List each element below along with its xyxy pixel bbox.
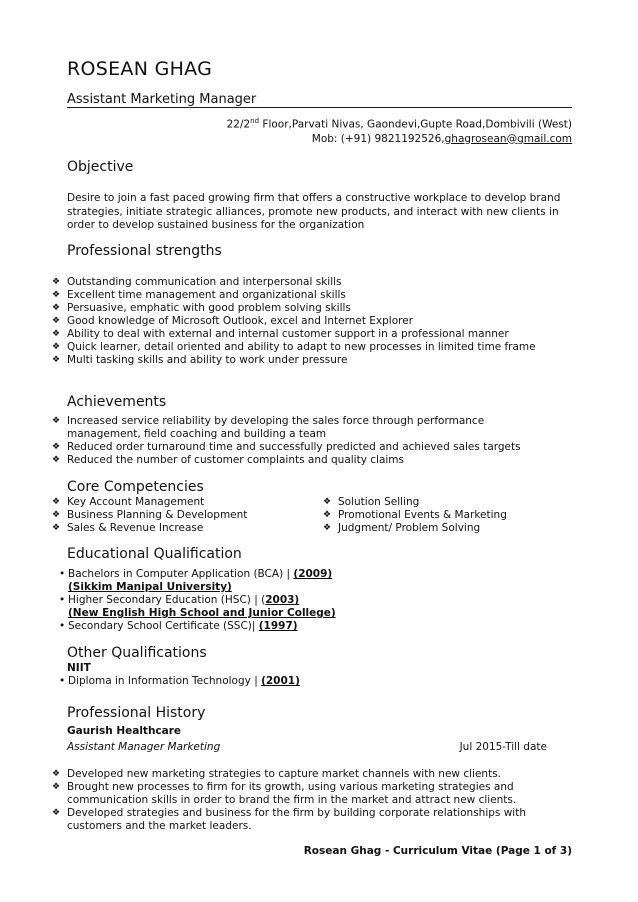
history-heading: Professional History	[67, 705, 206, 721]
achievements-list	[52, 415, 521, 467]
list-item: ❖ Quick learner, detail oriented and ability to adapt to new processes in limited time frame	[52, 341, 572, 354]
page-footer: Rosean Ghag - Curriculum Vitae (Page 1 of 3)	[303, 845, 572, 857]
objective-text: Desire to join a fast paced growing firm that offers a constructive workplace to develop brand strategies, initiate strategic alliances, promote new products, and interact with new clients in order to develop sustained business for the organization	[67, 192, 561, 231]
employment-period: Jul 2015-Till date	[459, 741, 547, 753]
list-item: ❖ Ability to deal with external and internal customer support in a professional manner	[52, 328, 572, 341]
list-item: ❖ Reduced the number of customer complaints and quality claims	[52, 454, 507, 467]
competencies-right	[323, 496, 568, 535]
header-divider	[67, 107, 572, 108]
competencies-left	[52, 496, 312, 535]
strengths-heading: Professional strengths	[67, 243, 222, 259]
education-list	[59, 568, 539, 633]
list-item: ❖ Increased service reliability by developing the sales force through performance management, field coaching and building a team	[52, 415, 507, 441]
strengths-list	[52, 276, 572, 367]
list-item: ❖ Solution Selling	[323, 496, 568, 509]
address-line: 22/2nd Floor,Parvati Nivas, Gaondevi,Gupte Road,Dombivili (West)	[226, 117, 572, 131]
list-item: ❖ Excellent time management and organizational skills	[52, 289, 572, 302]
list-item: ❖ Judgment/ Problem Solving	[323, 522, 568, 535]
list-item: ❖ Brought new processes to firm for its growth, using various marketing strategies and communication skills in order to brand the firm in the market and attract new clients.	[52, 781, 542, 807]
other-qualifications-heading: Other Qualifications	[67, 645, 207, 661]
mobile-line: Mob: (+91) 9821192526,ghagrosean@gmail.com	[311, 132, 572, 145]
list-item: ❖ Developed new marketing strategies to capture market channels with new clients.	[52, 768, 542, 781]
job-title: Assistant Marketing Manager	[67, 92, 257, 107]
list-item: ❖ Outstanding communication and interpersonal skills	[52, 276, 572, 289]
achievements-heading: Achievements	[67, 394, 167, 410]
company-name: Gaurish Healthcare	[67, 725, 182, 737]
list-item: ❖ Good knowledge of Microsoft Outlook, excel and Internet Explorer	[52, 315, 572, 328]
candidate-name: ROSEAN GHAG	[67, 58, 213, 80]
objective-heading: Objective	[67, 159, 134, 175]
competencies-heading: Core Competencies	[67, 479, 204, 495]
list-item: ❖ Sales & Revenue Increase	[52, 522, 312, 535]
list-item: • Higher Secondary Education (HSC) | (2003) (New English High School and Junior College)	[59, 594, 539, 620]
email-link[interactable]: ghagrosean@gmail.com	[444, 132, 572, 145]
list-item: ❖ Business Planning & Development	[52, 509, 312, 522]
list-item: • Diploma in Information Technology | (2001)	[59, 675, 539, 688]
list-item: ❖ Multi tasking skills and ability to work under pressure	[52, 354, 572, 367]
list-item: • Secondary School Certificate (SSC)| (1997)	[59, 620, 539, 633]
other-qualifications-list	[59, 675, 539, 688]
position-title: Assistant Manager Marketing	[67, 741, 221, 753]
list-item: ❖ Reduced order turnaround time and successfully predicted and achieved sales targets	[52, 441, 587, 454]
list-item: ❖ Persuasive, emphatic with good problem solving skills	[52, 302, 572, 315]
list-item: ❖ Key Account Management	[52, 496, 312, 509]
org-name: NIIT	[67, 662, 91, 674]
contact-block	[227, 114, 572, 146]
list-item: • Bachelors in Computer Application (BCA) | (2009) (Sikkim Manipal University)	[59, 568, 539, 594]
history-list	[52, 768, 542, 833]
list-item: ❖ Promotional Events & Marketing	[323, 509, 568, 522]
list-item: ❖ Developed strategies and business for the firm by building corporate relationships with customers and the market leaders.	[52, 807, 542, 833]
education-heading: Educational Qualification	[67, 546, 242, 562]
